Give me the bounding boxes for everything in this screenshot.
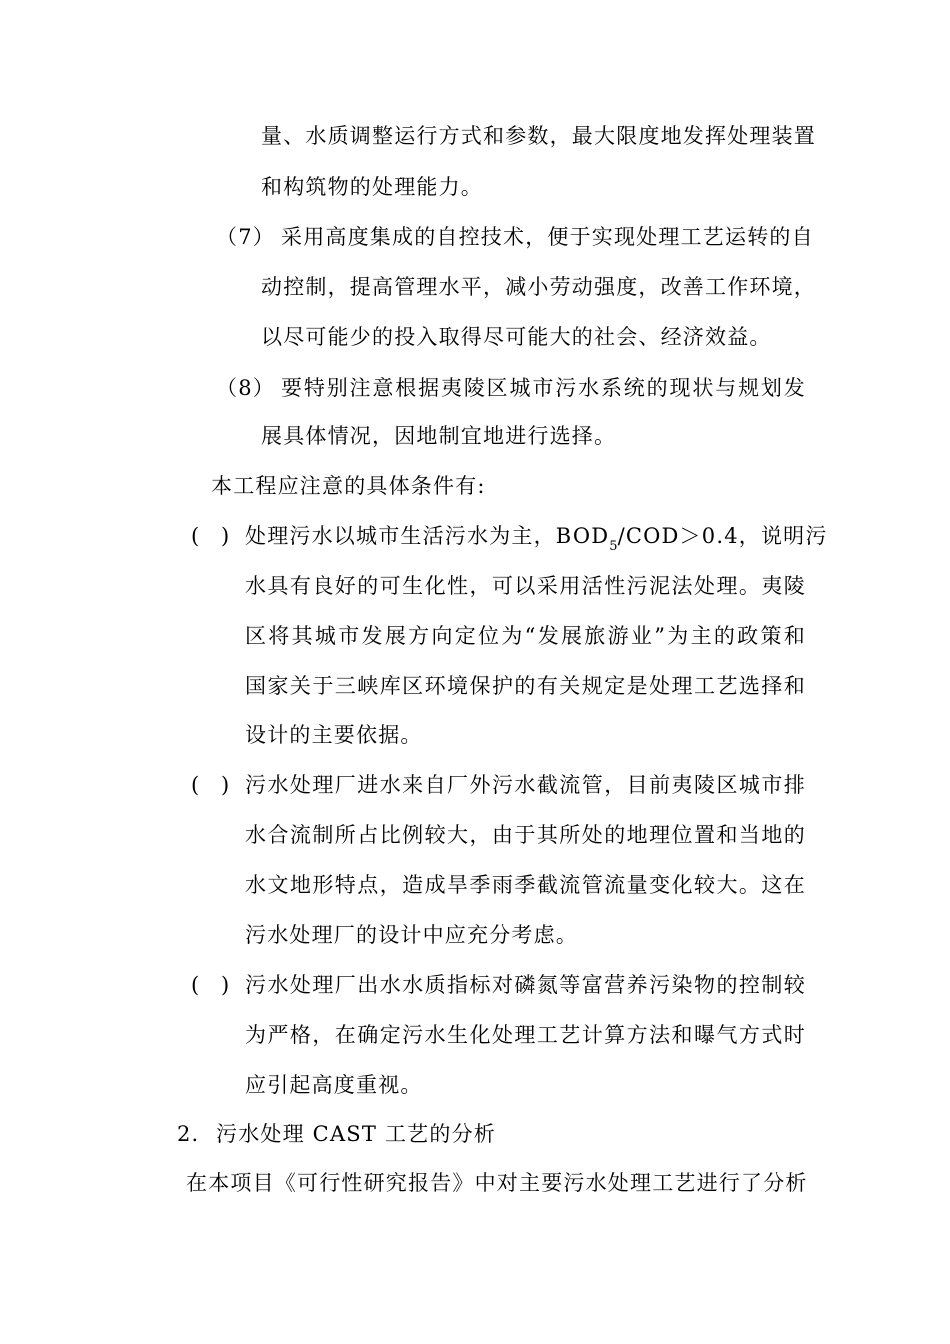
item8-number: （8） (216, 376, 275, 400)
condition3-paren-close: ) (221, 973, 230, 997)
condition2-line4: 污水处理厂的设计中应充分考虑。 (245, 923, 578, 947)
section2-paragraph-line1: 在本项目《可行性研究报告》中对主要污水处理工艺进行了分析 (186, 1171, 808, 1195)
condition1-text-a: 处理污水以城市生活污水为主，BOD (245, 524, 610, 548)
condition2-line2: 水合流制所占比例较大，由于其所处的地理位置和当地的 (245, 823, 806, 847)
condition3-paren-open: ( (191, 973, 200, 997)
condition3-line1: 污水处理厂出水水质指标对磷氮等富营养污染物的控制较 (245, 973, 806, 997)
condition2-line3: 水文地形特点，造成旱季雨季截流管流量变化较大。这在 (245, 873, 806, 897)
item8-line2: 展具体情况，因地制宜地进行选择。 (261, 424, 617, 448)
condition1-line1 (245, 521, 828, 555)
bod-subscript: 5 (609, 539, 618, 554)
condition1-text-b: /COD＞0.4，说明污 (617, 524, 828, 548)
condition3-line2: 为严格，在确定污水生化处理工艺计算方法和曝气方式时 (245, 1023, 806, 1047)
condition1-paren-close: ) (221, 524, 230, 548)
section2-number: 2. (177, 1122, 200, 1146)
condition1-paren-open: ( (191, 524, 200, 548)
condition2-paren-close: ) (221, 773, 230, 797)
conditions-intro: 本工程应注意的具体条件有: (211, 474, 486, 498)
condition1-line2: 水具有良好的可生化性，可以采用活性污泥法处理。夷陵 (245, 574, 806, 598)
item7-line2: 动控制，提高管理水平，减小劳动强度，改善工作环境， (261, 275, 816, 299)
condition1-line4: 国家关于三峡库区环境保护的有关规定是处理工艺选择和 (245, 674, 806, 698)
condition2-paren-open: ( (191, 773, 200, 797)
item8-line1: 要特别注意根据夷陵区城市污水系统的现状与规划发 (281, 376, 806, 400)
item7-number: （7） (216, 225, 275, 249)
section2-heading: 污水处理 CAST 工艺的分析 (216, 1122, 496, 1146)
item7-line1: 采用高度集成的自控技术，便于实现处理工艺运转的自 (281, 225, 814, 249)
item6-line1: 量、水质调整运行方式和参数，最大限度地发挥处理装置 (261, 124, 816, 148)
condition1-line5: 设计的主要依据。 (245, 723, 423, 747)
condition2-line1: 污水处理厂进水来自厂外污水截流管，目前夷陵区城市排 (245, 773, 806, 797)
condition3-line3: 应引起高度重视。 (245, 1073, 423, 1097)
item6-line2: 和构筑物的处理能力。 (261, 175, 483, 199)
item7-line3: 以尽可能少的投入取得尽可能大的社会、经济效益。 (261, 325, 772, 349)
condition1-line3: 区将其城市发展方向定位为“发展旅游业”为主的政策和 (245, 624, 806, 648)
